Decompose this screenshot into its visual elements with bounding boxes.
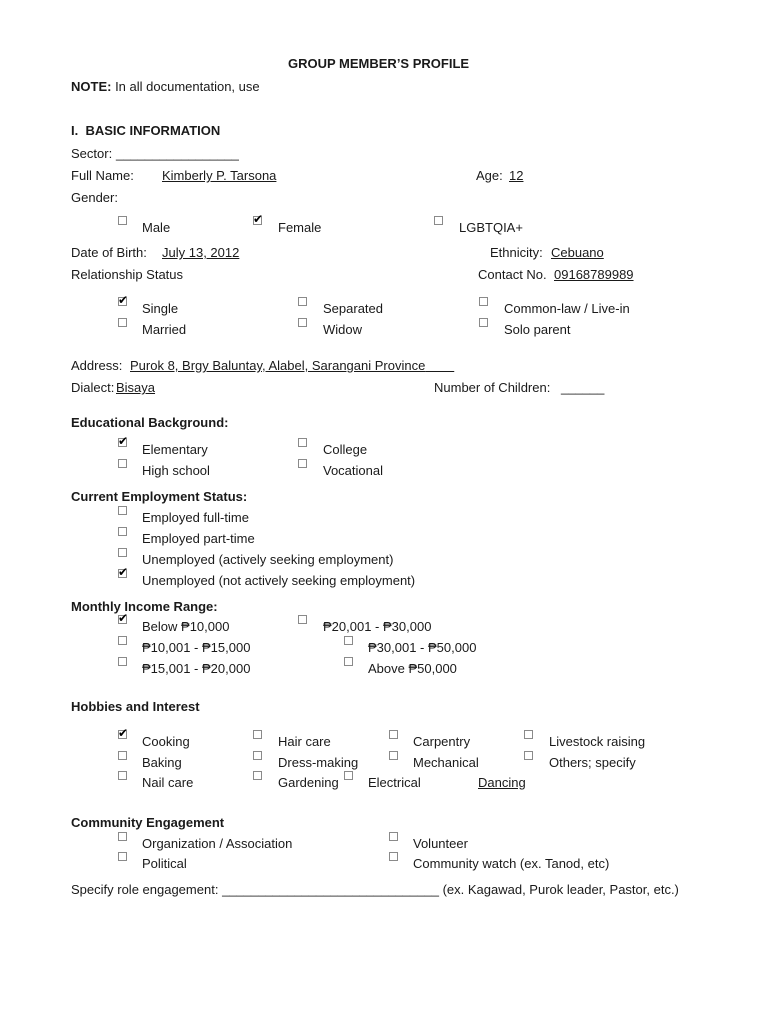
checkbox-income-10001-15000[interactable] <box>118 636 127 645</box>
relationship-label: Relationship Status <box>71 267 184 282</box>
education-heading: Educational Background: <box>71 415 229 430</box>
checkbox-single[interactable] <box>118 293 129 307</box>
checkbox-college[interactable] <box>298 438 307 447</box>
checkbox-solo-parent[interactable] <box>479 318 488 327</box>
checkbox-mechanical[interactable] <box>389 751 398 760</box>
checkbox-income-below-10000[interactable] <box>118 611 129 625</box>
option-label: Employed part-time <box>142 531 255 546</box>
option-label: High school <box>142 463 210 478</box>
option-label: Electrical <box>368 775 421 790</box>
ethnicity-field[interactable]: Cebuano <box>551 245 604 260</box>
option-label: Elementary <box>142 442 208 457</box>
option-label: Community watch (ex. Tanod, etc) <box>413 856 610 871</box>
checkbox-dress-making[interactable] <box>253 751 262 760</box>
dob-label: Date of Birth: <box>71 245 147 260</box>
checkbox-electrical[interactable] <box>344 771 353 780</box>
option-label: Widow <box>323 322 363 337</box>
dialect-field[interactable]: Bisaya <box>116 380 156 395</box>
check-mark-icon: ✔ <box>118 726 129 740</box>
checkbox-political[interactable] <box>118 852 127 861</box>
checkbox-livestock-raising[interactable] <box>524 730 533 739</box>
option-label: ₱15,001 - ₱20,000 <box>142 661 251 676</box>
checkbox-unemployed-seeking[interactable] <box>118 548 127 557</box>
checkbox-common-law[interactable] <box>479 297 488 306</box>
option-label: Political <box>142 856 187 871</box>
checkbox-nail-care[interactable] <box>118 771 127 780</box>
others-specify-field[interactable]: Dancing <box>478 775 526 790</box>
checkbox-employed-full-time[interactable] <box>118 506 127 515</box>
option-label: Common-law / Live-in <box>504 301 630 316</box>
option-label: Hair care <box>278 734 331 749</box>
checkbox-gardening[interactable] <box>253 771 262 780</box>
checkbox-married[interactable] <box>118 318 127 327</box>
address-value: Purok 8, Brgy Baluntay, Alabel, Sarangani Province <box>130 358 426 373</box>
age-label: Age: <box>476 168 503 183</box>
checkbox-elementary[interactable] <box>118 434 129 448</box>
note-label: NOTE: <box>71 79 112 94</box>
full-name-label: Full Name: <box>71 168 134 183</box>
option-label: Unemployed (actively seeking employment) <box>142 552 394 567</box>
check-mark-icon: ✔ <box>253 212 264 226</box>
option-label: Cooking <box>142 734 190 749</box>
option-label: Gardening <box>278 775 339 790</box>
check-mark-icon: ✔ <box>118 434 129 448</box>
checkbox-lgbtqia[interactable] <box>434 216 443 225</box>
role-engagement <box>71 883 696 896</box>
checkbox-unemployed-not-seeking[interactable] <box>118 565 129 579</box>
option-label: ₱20,001 - ₱30,000 <box>323 619 432 634</box>
sector-label: Sector: <box>71 146 113 161</box>
income-heading: Monthly Income Range: <box>71 599 218 614</box>
checkbox-employed-part-time[interactable] <box>118 527 127 536</box>
dob-field[interactable]: July 13, 2012 <box>162 245 240 260</box>
option-label: Baking <box>142 755 182 770</box>
note <box>71 79 260 94</box>
option-label: Below ₱10,000 <box>142 619 230 634</box>
address-label: Address: <box>71 358 123 373</box>
option-label: Nail care <box>142 775 194 790</box>
option-label: Above ₱50,000 <box>368 661 457 676</box>
option-label: Livestock raising <box>549 734 646 749</box>
option-label: Solo parent <box>504 322 571 337</box>
checkbox-male[interactable] <box>118 216 127 225</box>
checkbox-income-30001-50000[interactable] <box>344 636 353 645</box>
option-label: Single <box>142 301 179 316</box>
checkbox-income-above-50000[interactable] <box>344 657 353 666</box>
role-field[interactable]: ______________________________ <box>222 882 439 897</box>
option-label: Vocational <box>323 463 383 478</box>
option-label: ₱10,001 - ₱15,000 <box>142 640 251 655</box>
checkbox-cooking[interactable] <box>118 726 129 740</box>
checkbox-vocational[interactable] <box>298 459 307 468</box>
option-label: Organization / Association <box>142 836 293 851</box>
employment-heading: Current Employment Status: <box>71 489 248 504</box>
gender-label: Gender: <box>71 190 118 205</box>
option-label: Married <box>142 322 187 337</box>
role-label: Specify role engagement: <box>71 882 219 897</box>
option-label: ₱30,001 - ₱50,000 <box>368 640 477 655</box>
checkbox-community-watch[interactable] <box>389 852 398 861</box>
checkbox-organization[interactable] <box>118 832 127 841</box>
address-field[interactable] <box>130 358 454 373</box>
checkbox-income-20001-30000[interactable] <box>298 615 307 624</box>
check-mark-icon: ✔ <box>118 293 129 307</box>
dialect-label: Dialect: <box>71 380 115 395</box>
community-heading: Community Engagement <box>71 815 225 830</box>
role-hint: (ex. Kagawad, Purok leader, Pastor, etc.) <box>442 882 679 897</box>
section-basic-information: I. BASIC INFORMATION <box>71 123 221 138</box>
age-field[interactable]: 12 <box>509 168 524 183</box>
option-label: Others; specify <box>549 755 636 770</box>
option-label: Mechanical <box>413 755 479 770</box>
option-label: Male <box>142 220 171 235</box>
checkbox-female[interactable] <box>253 212 264 226</box>
checkbox-hair-care[interactable] <box>253 730 262 739</box>
option-label: Dress-making <box>278 755 359 770</box>
checkbox-volunteer[interactable] <box>389 832 398 841</box>
checkbox-income-15001-20000[interactable] <box>118 657 127 666</box>
note-text: In all documentation, use <box>111 79 260 94</box>
full-name-field[interactable]: Kimberly P. Tarsona <box>162 168 277 183</box>
option-label: College <box>323 442 368 457</box>
checkbox-baking[interactable] <box>118 751 127 760</box>
contact-label: Contact No. <box>478 267 547 282</box>
sector-field[interactable]: _________________ <box>116 146 239 161</box>
contact-field[interactable]: 09168789989 <box>554 267 634 282</box>
hobbies-heading: Hobbies and Interest <box>71 699 200 714</box>
check-mark-icon: ✔ <box>118 565 129 579</box>
ethnicity-label: Ethnicity: <box>490 245 543 260</box>
option-label: Unemployed (not actively seeking employment) <box>142 573 416 588</box>
option-label: Female <box>278 220 322 235</box>
option-label: Separated <box>323 301 383 316</box>
page-title: GROUP MEMBER’S PROFILE <box>288 56 470 71</box>
checkbox-separated[interactable] <box>298 297 307 306</box>
checkbox-high-school[interactable] <box>118 459 127 468</box>
option-label: Carpentry <box>413 734 471 749</box>
option-label: Volunteer <box>413 836 468 851</box>
option-label: LGBTQIA+ <box>459 220 523 235</box>
check-mark-icon: ✔ <box>118 611 129 625</box>
children-field[interactable]: ______ <box>561 380 605 395</box>
checkbox-widow[interactable] <box>298 318 307 327</box>
checkbox-carpentry[interactable] <box>389 730 398 739</box>
option-label: Employed full-time <box>142 510 249 525</box>
checkbox-others[interactable] <box>524 751 533 760</box>
children-label: Number of Children: <box>434 380 551 395</box>
